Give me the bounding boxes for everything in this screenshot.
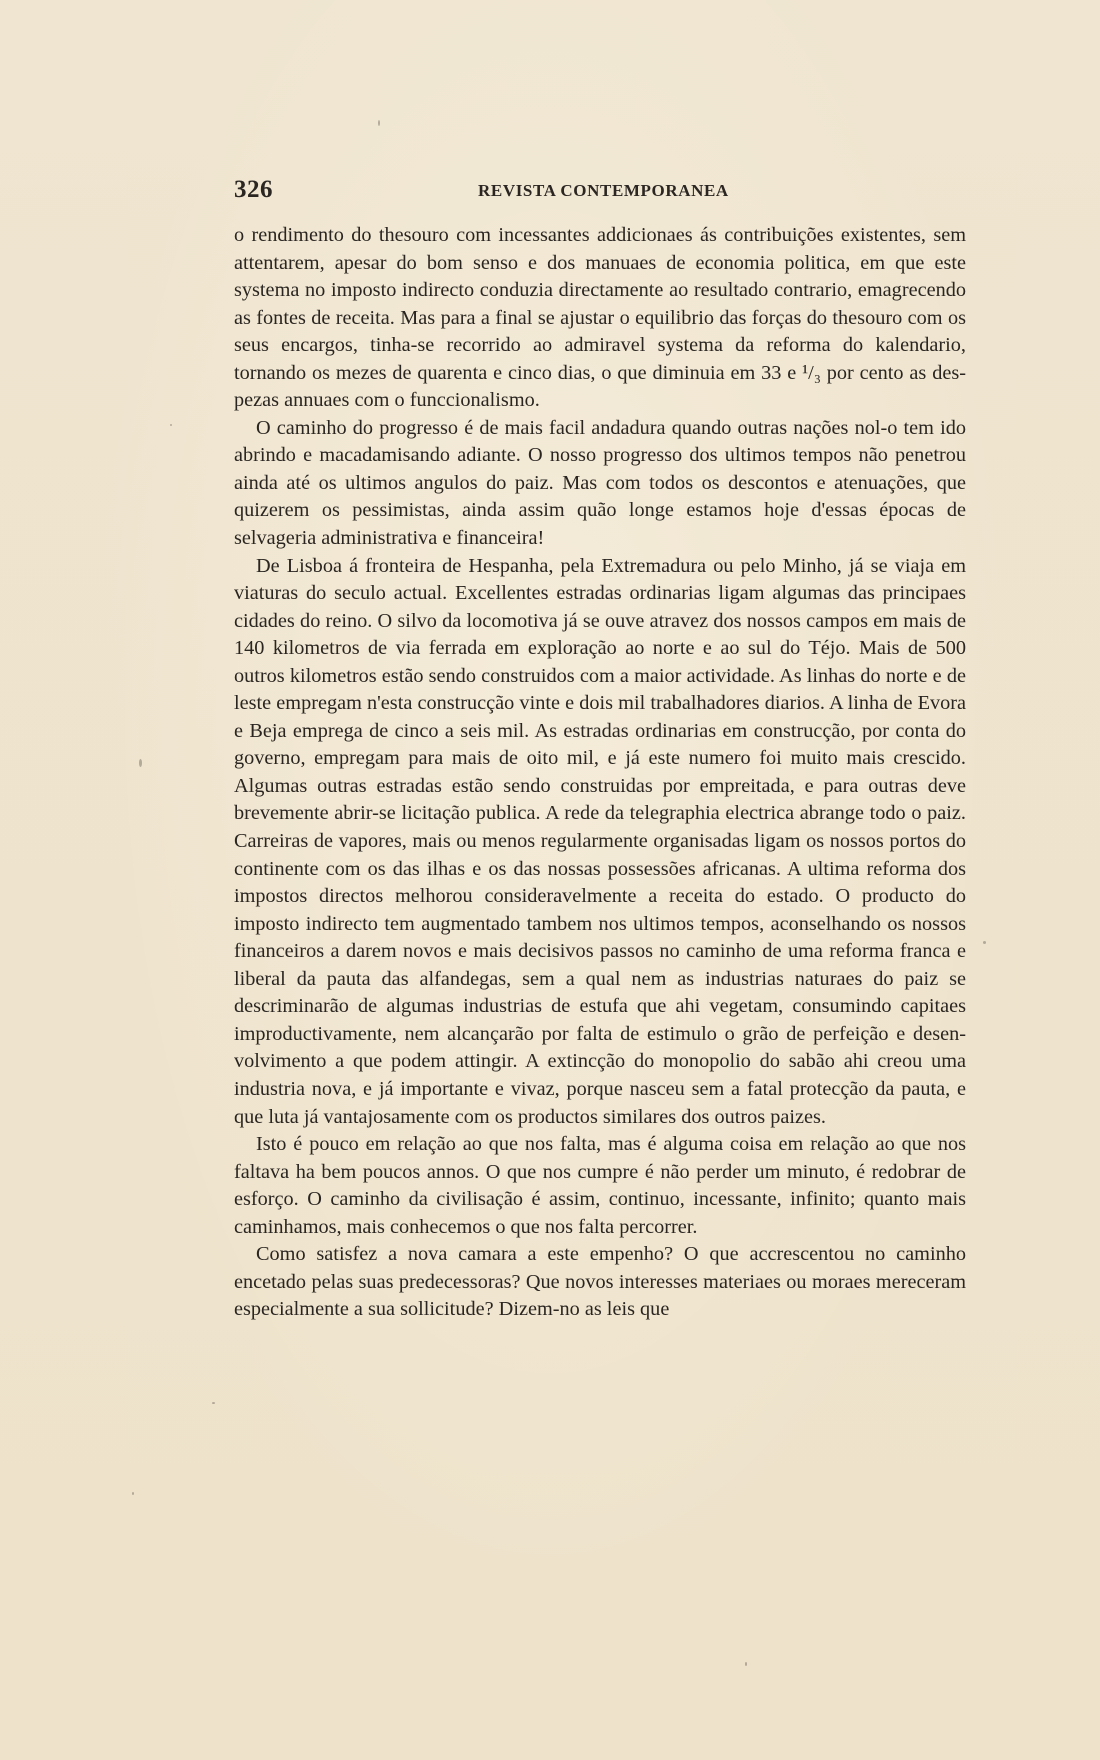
paper-speck bbox=[170, 424, 172, 426]
paragraph-3: De Lisboa á fronteira de Hespanha, pela Extremadura ou pelo Minho, já se viaja em viaturas do seculo actual. Excellentes estradas ordinarias ligam algumas das principaes cidades do reino. O silvo da locomotiva já se ouve atravez dos nossos campos em mais de 140 kilometros de via ferrada em exploração ao norte e ao sul do Téjo. Mais de 500 outros kilometros estão sendo construidos com a maior actividade. As linhas do norte e de leste empregam n'esta construcção vinte e dois mil trabalhadores diarios. A linha de Evora e Beja emprega de cinco a seis mil. As estradas ordinarias em construcção, por conta do governo, empregam para mais de oito mil, e já este numero foi muito mais crescido. Algumas outras estradas estão sendo construidas por empreitada, e para outras deve brevemente abrir-se licitação publica. A rede da telegraphia electrica abrange todo o paiz. Carreiras de vapores, mais ou menos regularmente organisadas ligam os nossos portos do continente com os das ilhas e os das nossas possessões africanas. A ultima reforma dos impostos directos melhorou consideravelmente a receita do estado. O producto do imposto indirecto tem augmentado tambem nos ultimos tempos, aconselhando os nossos financeiros a darem novos e mais decisivos passos no caminho de uma reforma franca e liberal da pauta das alfandegas, sem a qual nem as industrias naturaes do paiz se descriminarão de algumas industrias de estufa que ahi vegetam, consumindo capitaes improductivamente, nem alcançarão por falta de estimulo o grão de perfeição e desenvolvimento a que podem attingir. A extincção do monopolio do sabão ahi creou uma industria nova, e já importante e vivaz, porque nasceu sem a fatal protecção da pauta, e que luta já vantajosamente com os productos similares dos outros paizes. bbox=[234, 554, 966, 1128]
paragraph-4: Isto é pouco em relação ao que nos falta, mas é alguma coisa em relação ao que nos faltava ha bem poucos annos. O que nos cumpre é não perder um minuto, é redobrar de esforço. O caminho da civilisação é assim, continuo, incessante, infinito; quanto mais caminhamos, mais conhecemos o que nos falta percorrer. bbox=[234, 1133, 966, 1238]
running-title: REVISTA CONTEMPORANEA bbox=[478, 181, 729, 200]
page-header bbox=[234, 176, 966, 210]
paper-speck bbox=[139, 759, 142, 767]
paper-speck bbox=[745, 1662, 747, 1666]
paper-speck bbox=[378, 120, 380, 126]
paragraph-2: O caminho do progresso é de mais facil andadura quando outras nações nol-o tem ido abrindo e macadamisando adiante. O nosso progresso dos ultimos tempos não penetrou ainda até os ultimos angulos do paiz. Mas com todos os descontos e atenuações, que quizerem os pessimistas, ainda assim quão longe estamos hoje d'essas épocas de selvageria administrativa e financeira! bbox=[234, 416, 966, 550]
paper-speck bbox=[132, 1492, 134, 1495]
body-text bbox=[234, 222, 966, 1324]
paper-speck bbox=[212, 1402, 215, 1404]
paragraph-1: o rendimento do thesouro com incessantes addicionaes ás contribuições existentes, sem attentarem, apesar do bom senso e dos manuaes de economia politica, em que este systema no imposto indirecto conduzia directamente ao resultado contrario, emagrecendo as fontes de receita. Mas para a final se ajustar o equilibrio das forças do thesouro com os seus encargos, tinha-se recorrido ao admiravel systema da reforma do kalendario, tornando os mezes de quarenta e cinco dias, o que diminuia em 33 e ¹/₃ por cento as despezas annuaes com o funccionalismo. bbox=[234, 224, 966, 412]
paper-speck bbox=[983, 941, 986, 944]
paragraph-5: Como satisfez a nova camara a este empenho? O que accrescentou no caminho encetado pelas suas predecessoras? Que novos interesses materiaes ou moraes mereceram especialmente a sua sollicitude? Dizem-no as leis que bbox=[234, 1243, 966, 1321]
page-number: 326 bbox=[234, 176, 273, 203]
